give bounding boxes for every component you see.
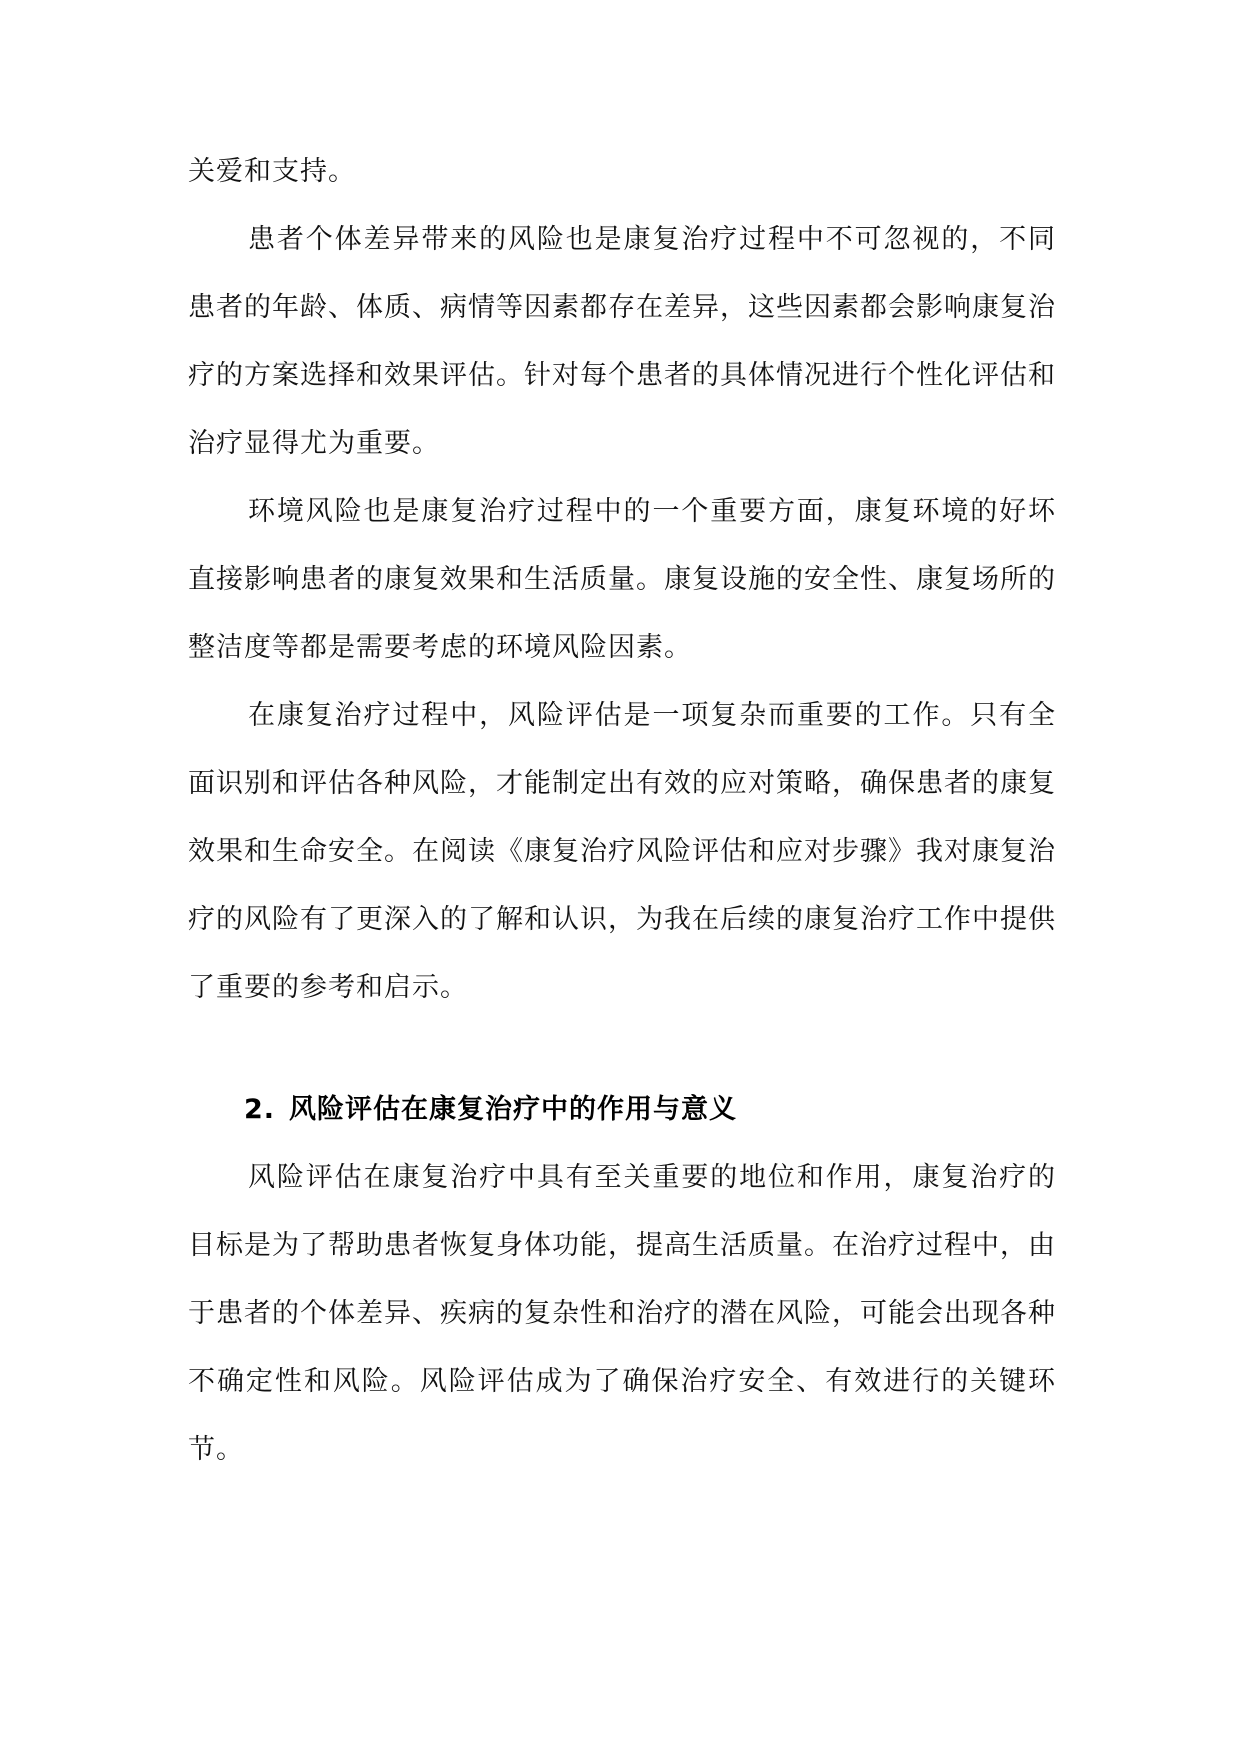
paragraph-risk-assessment-summary: 在康复治疗过程中，风险评估是一项复杂而重要的工作。只有全面识别和评估各种风险，才能制定出有效的应对策略，确保患者的康复效果和生命安全。在阅读《康复治疗风险评估和应对步骤》我对康复治疗的风险有了更深入的了解和认识，为我在后续的康复治疗工作中提供了重要的参考和启示。 (188, 700, 1056, 1003)
section-heading (188, 1076, 1056, 1144)
paragraph-continuation: 关爱和支持。 (188, 156, 356, 187)
paragraph-role-of-assessment: 风险评估在康复治疗中具有至关重要的地位和作用，康复治疗的目标是为了帮助患者恢复身体功能，提高生活质量。在治疗过程中，由于患者的个体差异、疾病的复杂性和治疗的潜在风险，可能会出现各种不确定性和风险。风险评估成为了确保治疗安全、有效进行的关键环节。 (188, 1162, 1056, 1465)
section-number: 2. (244, 1094, 276, 1125)
paragraph-environmental-risk: 环境风险也是康复治疗过程中的一个重要方面，康复环境的好坏直接影响患者的康复效果和生活质量。康复设施的安全性、康复场所的整洁度等都是需要考虑的环境风险因素。 (188, 496, 1056, 663)
paragraph-individual-differences: 患者个体差异带来的风险也是康复治疗过程中不可忽视的，不同患者的年龄、体质、病情等因素都存在差异，这些因素都会影响康复治疗的方案选择和效果评估。针对每个患者的具体情况进行个性化评估和治疗显得尤为重要。 (188, 224, 1056, 459)
document-body (188, 138, 1056, 1484)
section-title: 风险评估在康复治疗中的作用与意义 (289, 1094, 738, 1125)
